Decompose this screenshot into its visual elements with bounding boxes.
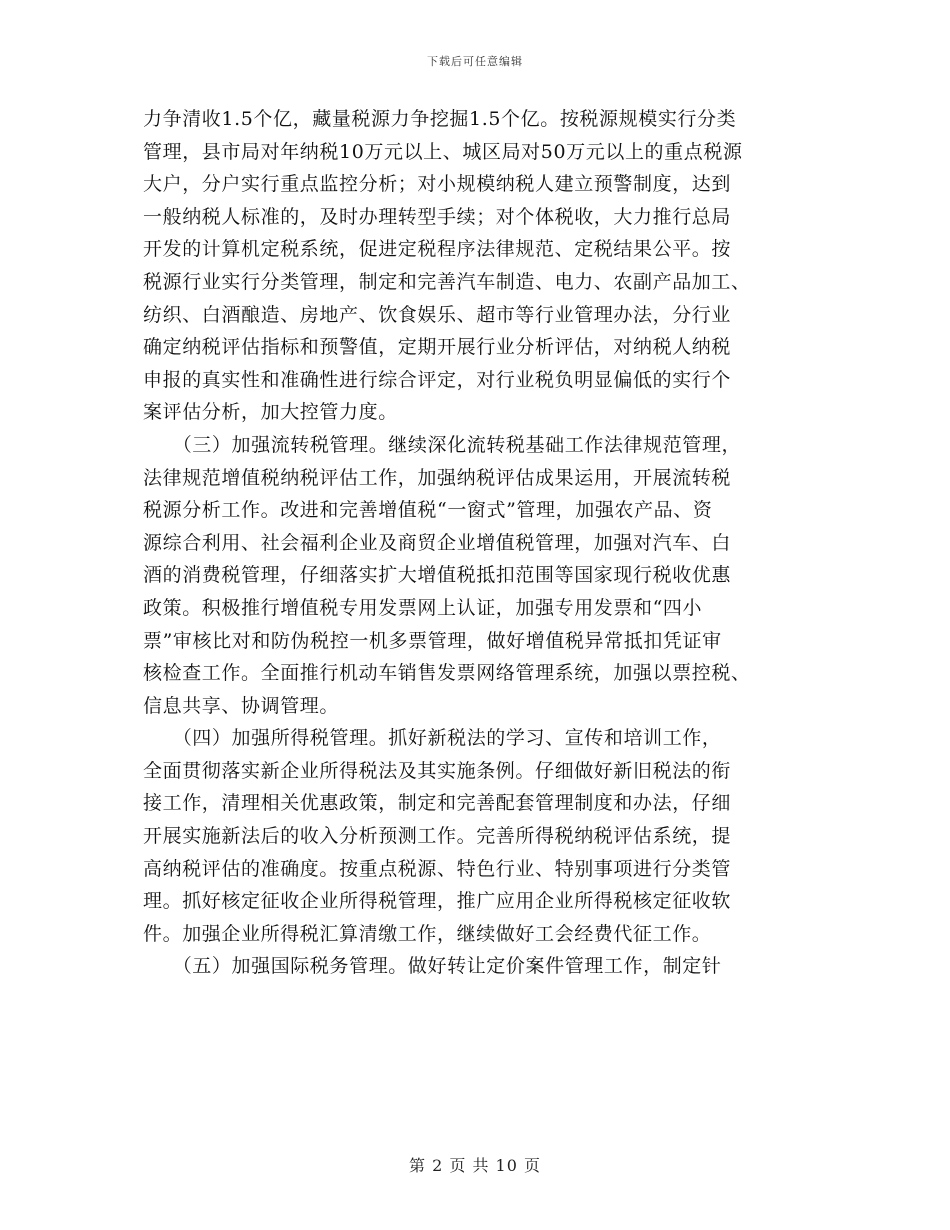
text-line: 酒的消费税管理，仔细落实扩大增值税抵扣范围等国家现行税收优惠 (143, 564, 732, 587)
text-line: 理。抓好核定征收企业所得税管理，推广应用企业所得税核定征收软 (143, 890, 732, 913)
text-line: 案评估分析，加大控管力度。 (143, 401, 398, 424)
text-line: 政策。积极推行增值税专用发票网上认证，加强专用发票和“四小 (143, 596, 703, 619)
page-header-note: 下载后可任意编辑 (427, 55, 523, 68)
text-line: 法律规范增值税纳税评估工作，加强纳税评估成果运用，开展流转税 (143, 466, 732, 489)
text-line: 力争清收1.5个亿，藏量税源力争挖掘1.5个亿。按税源规模实行分类 (143, 108, 737, 130)
text-line: 管理，县市局对年纳税10万元以上、城区局对50万元以上的重点税源 (143, 140, 743, 163)
text-line: （五）加强国际税务管理。做好转让定价案件管理工作，制定针 (143, 955, 722, 978)
text-line: 接工作，清理相关优惠政策，制定和完善配套管理制度和办法，仔细 (143, 792, 732, 815)
text-line: 源综合利用、社会福利企业及商贸企业增值税管理，加强对汽车、白 (143, 531, 732, 554)
text-line: 信息共享、协调管理。 (143, 694, 340, 717)
text-line: 税源分析工作。改进和完善增值税“一窗式”管理，加强农产品、资 (143, 499, 713, 522)
text-line: 全面贯彻落实新企业所得税法及其实施条例。仔细做好新旧税法的衔 (143, 759, 732, 782)
text-line: （三）加强流转税管理。继续深化流转税基础工作法律规范管理， (143, 433, 742, 456)
text-line: 开展实施新法后的收入分析预测工作。完善所得税纳税评估系统，提 (143, 825, 732, 848)
page-footer-number: 第 2 页 共 10 页 (409, 1156, 541, 1175)
text-line: 件。加强企业所得税汇算清缴工作，继续做好工会经费代征工作。 (143, 922, 712, 945)
text-line: 高纳税评估的准确度。按重点税源、特色行业、特别事项进行分类管 (143, 857, 732, 880)
text-line: 开发的计算机定税系统，促进定税程序法律规范、定税结果公平。按 (143, 238, 732, 261)
text-line: 纺织、白酒酿造、房地产、饮食娱乐、超市等行业管理办法，分行业 (143, 303, 732, 326)
text-line: 大户，分户实行重点监控分析；对小规模纳税人建立预警制度，达到 (143, 173, 732, 196)
text-line: 一般纳税人标准的，及时办理转型手续；对个体税收，大力推行总局 (143, 205, 732, 228)
text-line: 申报的真实性和准确性进行综合评定，对行业税负明显偏低的实行个 (143, 368, 732, 391)
text-line: 税源行业实行分类管理，制定和完善汽车制造、电力、农副产品加工、 (143, 270, 751, 293)
text-line: （四）加强所得税管理。抓好新税法的学习、宣传和培训工作， (143, 727, 722, 750)
text-line: 票”审核比对和防伪税控一机多票管理，做好增值税异常抵扣凭证审 (143, 629, 722, 652)
text-line: 核检查工作。全面推行机动车销售发票网络管理系统，加强以票控税、 (143, 662, 751, 685)
text-line: 确定纳税评估指标和预警值，定期开展行业分析评估，对纳税人纳税 (143, 336, 732, 359)
document-body (143, 103, 823, 983)
